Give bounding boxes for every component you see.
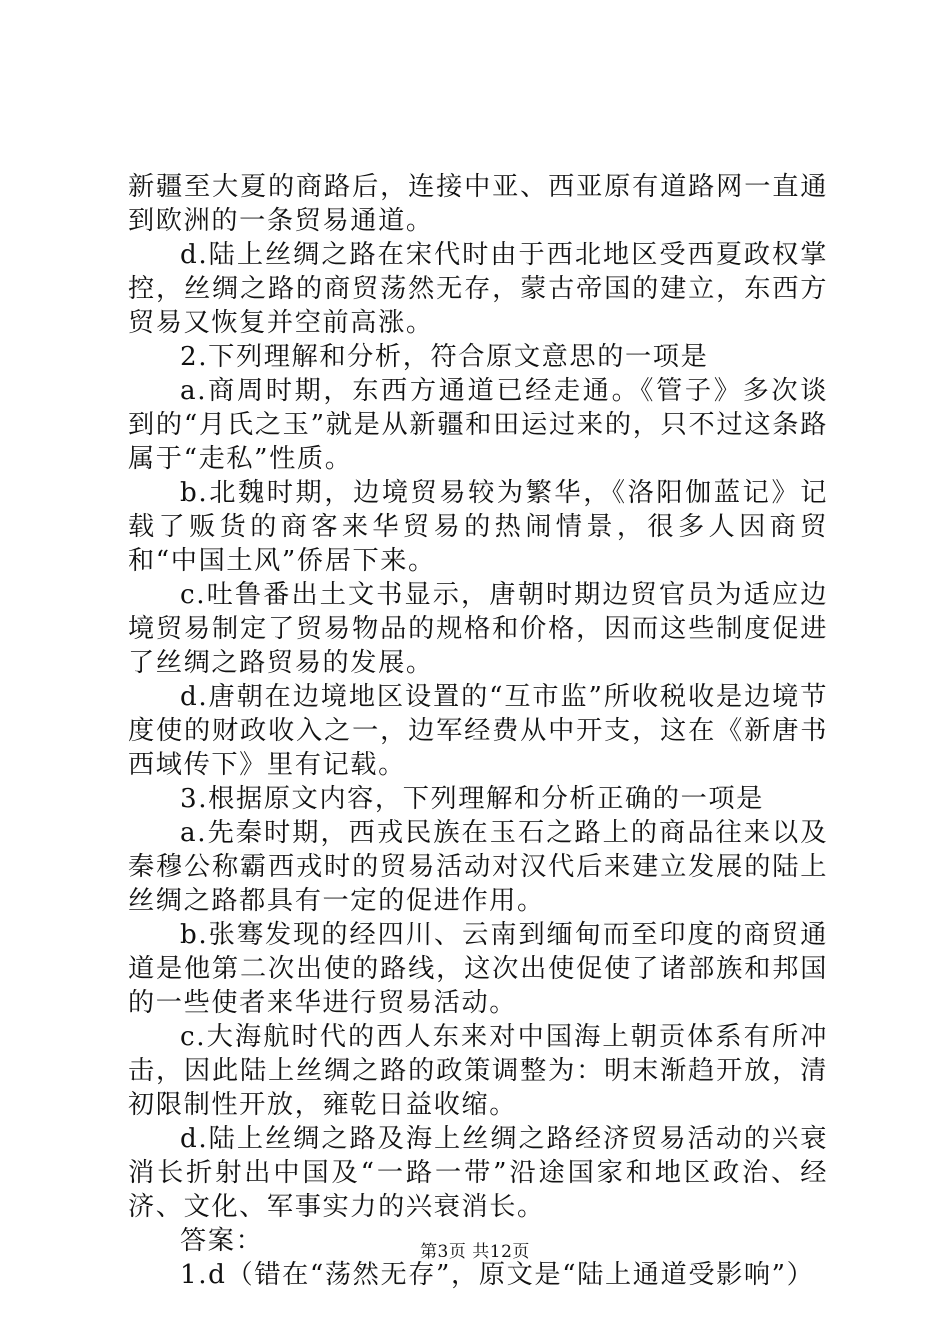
option-d-q3: d.陆上丝绸之路及海上丝绸之路经济贸易活动的兴衰消长折射出中国及“一路一带”沿途国家和地区政治、经济、文化、军事实力的兴衰消长。 xyxy=(128,1124,828,1222)
page-number-footer: 第3页 共12页 xyxy=(420,1242,530,1262)
option-b-q3: b.张骞发现的经四川、云南到缅甸而至印度的商贸通道是他第二次出使的路线，这次出使促使了诸部族和邦国的一些使者来华进行贸易活动。 xyxy=(128,920,828,1018)
document-body xyxy=(128,170,828,1292)
option-b-q2: b.北魏时期，边境贸易较为繁华，《洛阳伽蓝记》记载了贩货的商客来华贸易的热闹情景，很多人因商贸和“中国土风”侨居下来。 xyxy=(128,478,828,576)
option-d-q2: d.唐朝在边境地区设置的“互市监”所收税收是边境节度使的财政收入之一，边军经费从中开支，这在《新唐书西域传下》里有记载。 xyxy=(128,682,828,780)
answer-1: 1.d（错在“荡然无存”，原文是“陆上通道受影响”） xyxy=(180,1260,815,1290)
question-2: 2.下列理解和分析，符合原文意思的一项是 xyxy=(180,342,709,372)
answer-heading: 答案： xyxy=(180,1226,264,1256)
paragraph-continuation: 新疆至大夏的商路后，连接中亚、西亚原有道路网一直通到欧洲的一条贸易通道。 xyxy=(128,172,828,236)
option-a-q2: a.商周时期，东西方通道已经走通。《管子》多次谈到的“月氏之玉”就是从新疆和田运过来的，只不过这条路属于“走私”性质。 xyxy=(128,376,828,474)
question-3: 3.根据原文内容，下列理解和分析正确的一项是 xyxy=(180,784,764,814)
option-d-q1: d.陆上丝绸之路在宋代时由于西北地区受西夏政权掌控，丝绸之路的商贸荡然无存，蒙古帝国的建立，东西方贸易又恢复并空前高涨。 xyxy=(128,240,828,338)
option-a-q3: a.先秦时期，西戎民族在玉石之路上的商品往来以及秦穆公称霸西戎时的贸易活动对汉代后来建立发展的陆上丝绸之路都具有一定的促进作用。 xyxy=(128,818,828,916)
option-c-q3: c.大海航时代的西人东来对中国海上朝贡体系有所冲击，因此陆上丝绸之路的政策调整为：明末渐趋开放，清初限制性开放，雍乾日益收缩。 xyxy=(128,1022,828,1120)
option-c-q2: c.吐鲁番出土文书显示，唐朝时期边贸官员为适应边境贸易制定了贸易物品的规格和价格，因而这些制度促进了丝绸之路贸易的发展。 xyxy=(128,580,828,678)
